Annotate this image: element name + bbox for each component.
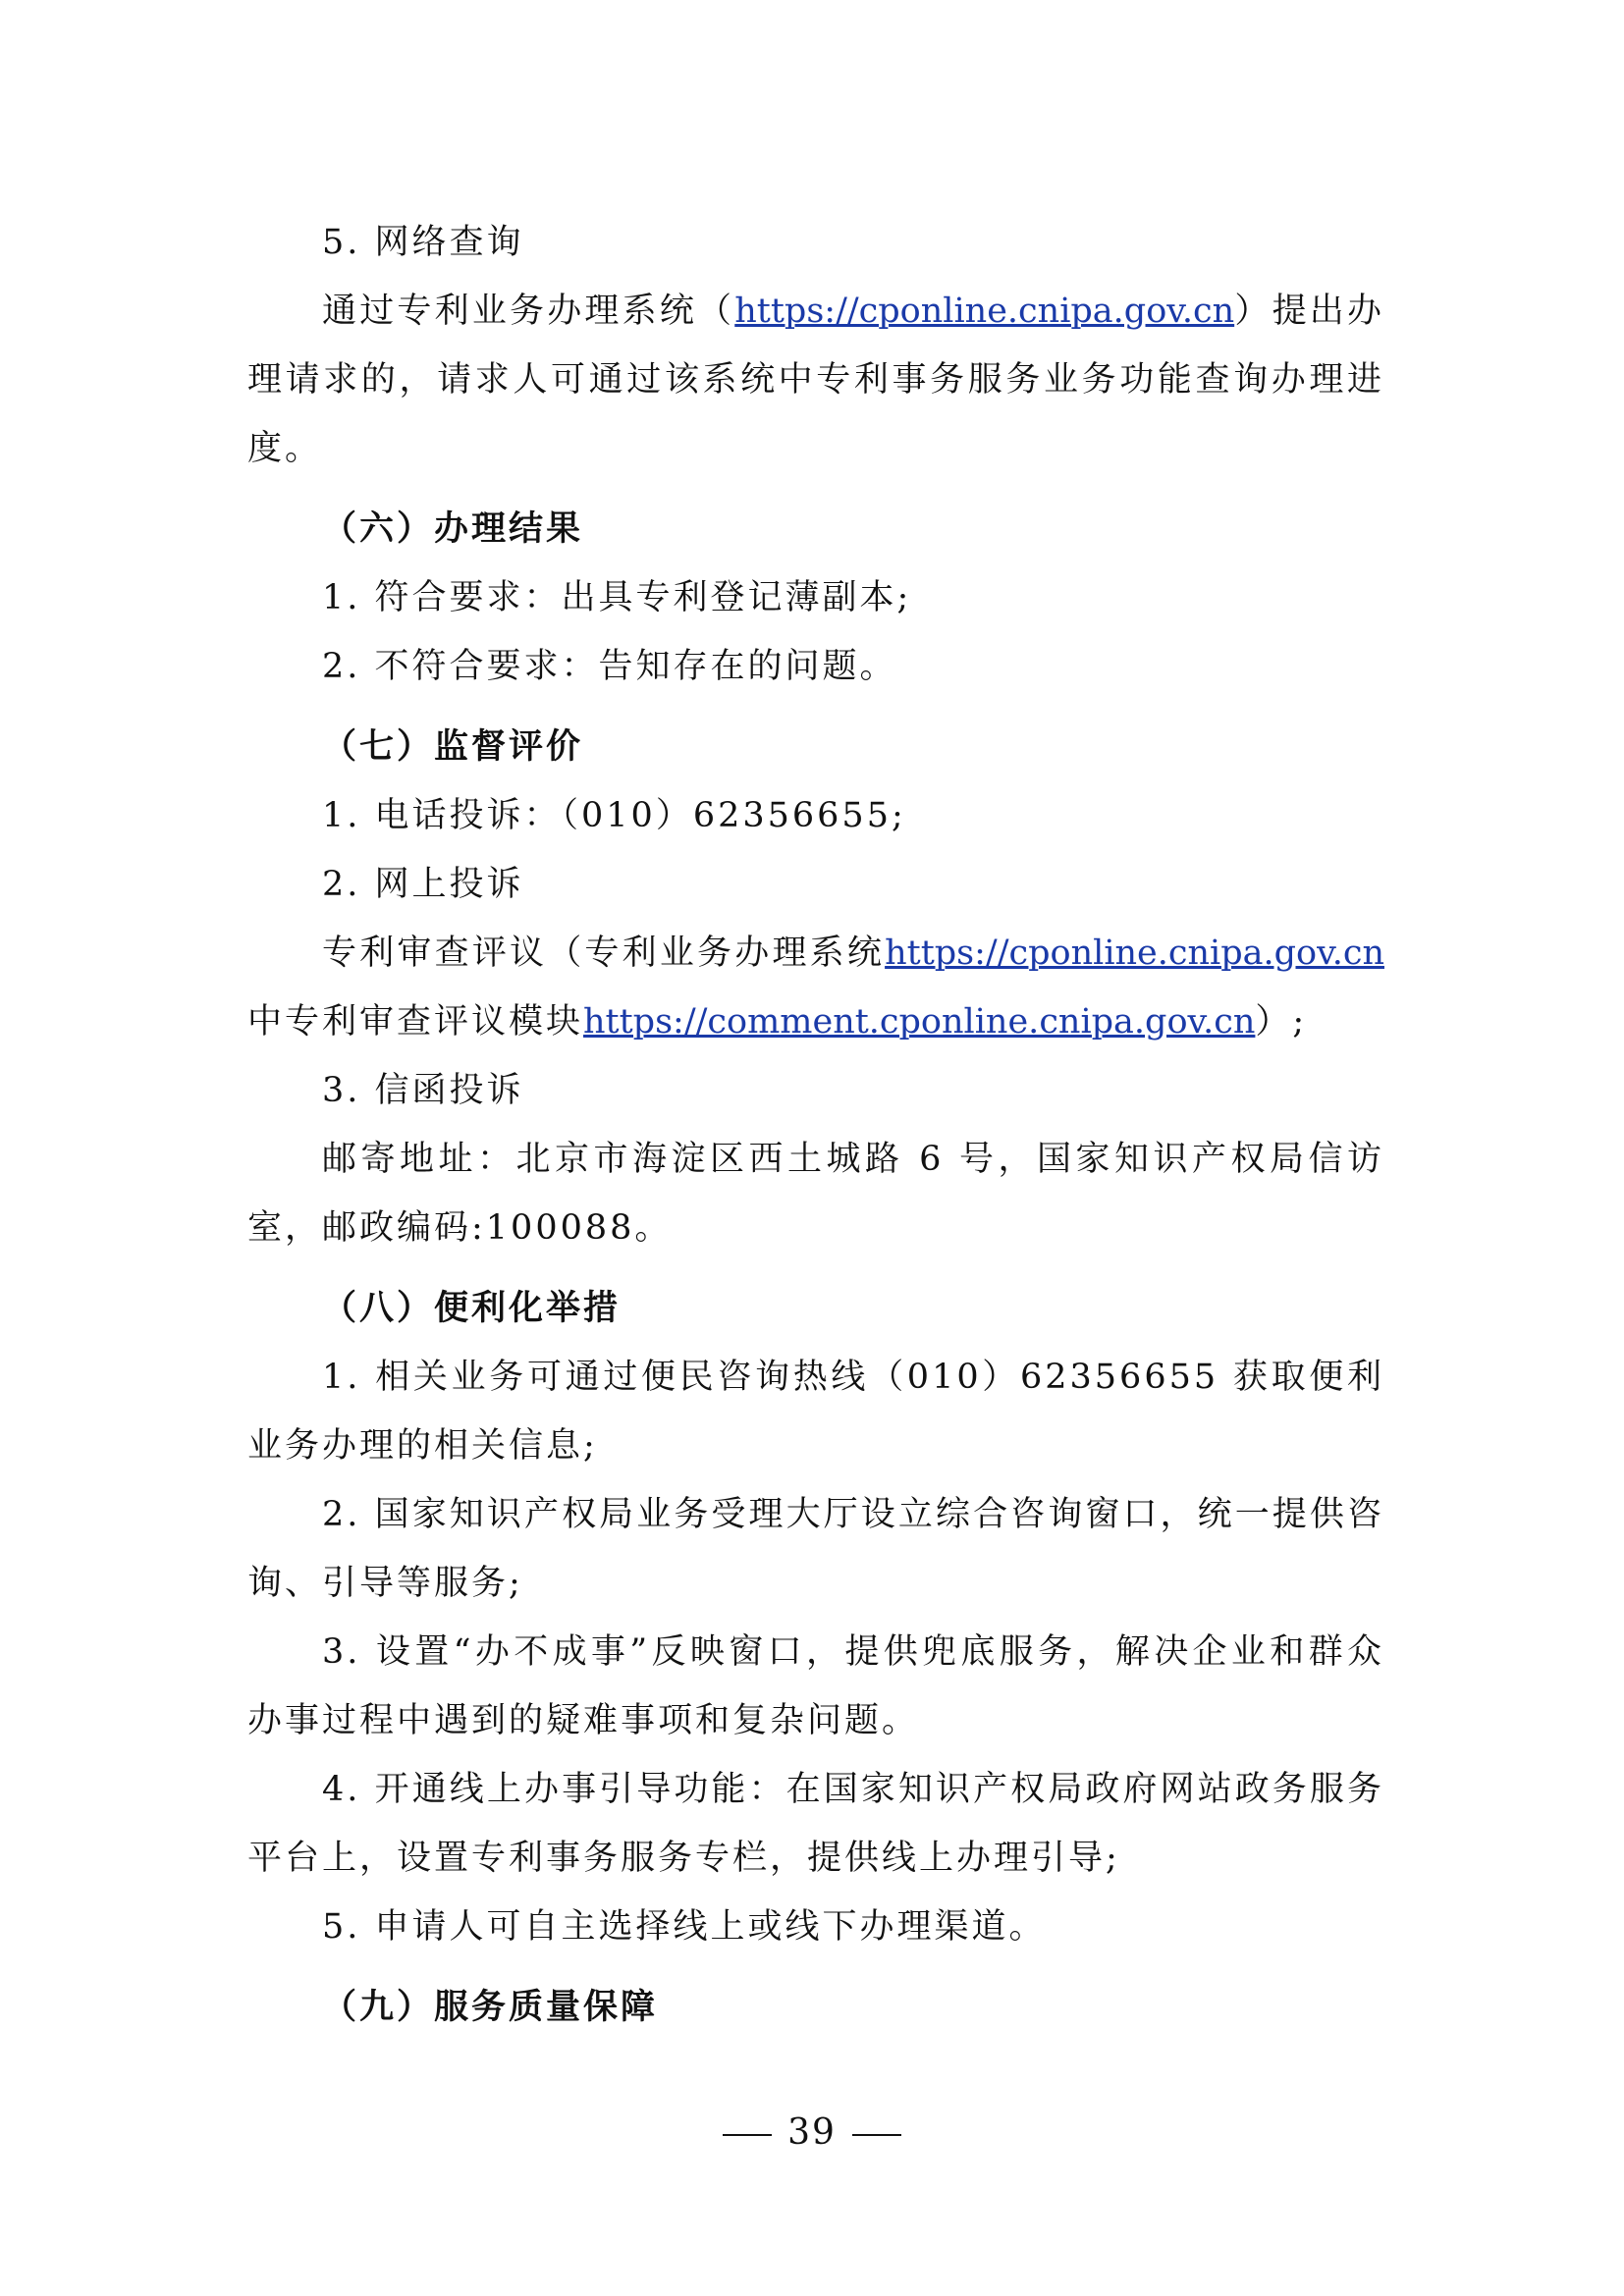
- section-7-heading: （七）监督评价: [322, 726, 584, 767]
- section-7-item-2-body: [247, 919, 1384, 1056]
- footer-dash-right: [852, 2134, 901, 2136]
- section-6-heading: （六）办理结果: [322, 508, 584, 549]
- section-7-text-mid: 中专利审查评议模块: [247, 1002, 584, 1041]
- section-9-heading: （九）服务质量保障: [322, 1987, 659, 2027]
- section-7-item-1: 1. 电话投诉：（010）62356655;: [322, 796, 906, 835]
- section-5-text-pre: 通过专利业务办理系统（: [322, 292, 735, 331]
- cponline-link-2[interactable]: https://cponline.cnipa.gov.cn: [885, 934, 1384, 973]
- section-7-text-pre: 专利审查评议（专利业务办理系统: [322, 934, 886, 973]
- section-5-paragraph: [247, 277, 1384, 483]
- section-8-item-2: 2. 国家知识产权局业务受理大厅设立综合咨询窗口，统一提供咨询、引导等服务;: [247, 1495, 1384, 1603]
- footer-dash-left: [723, 2134, 772, 2136]
- comment-link[interactable]: https://comment.cponline.cnipa.gov.cn: [583, 1002, 1256, 1041]
- section-6-item-1: 1. 符合要求：出具专利登记薄副本;: [322, 578, 912, 617]
- section-7-item-2: 2. 网上投诉: [322, 865, 524, 904]
- section-6-item-2: 2. 不符合要求：告知存在的问题。: [322, 647, 897, 686]
- page-footer: [0, 2112, 1624, 2153]
- section-7-item-3: 3. 信函投诉: [322, 1071, 524, 1110]
- section-8-item-1: 1. 相关业务可通过便民咨询热线（010）62356655 获取便利业务办理的相关信息;: [247, 1358, 1384, 1466]
- section-7-item-3-body: 邮寄地址：北京市海淀区西土城路 6 号，国家知识产权局信访室，邮政编码:100088。: [247, 1140, 1384, 1248]
- section-8-item-3: 3. 设置“办不成事”反映窗口，提供兜底服务，解决企业和群众办事过程中遇到的疑难事项和复杂问题。: [247, 1632, 1384, 1740]
- page-content: [247, 208, 1384, 2042]
- section-8-item-5: 5. 申请人可自主选择线上或线下办理渠道。: [322, 1907, 1047, 1947]
- section-5-text-post: ）提出办理请求的，请求人可通过该系统中专利事务服务业务功能查询办理进度。: [247, 292, 1384, 468]
- section-5-title: 5. 网络查询: [322, 223, 524, 262]
- section-7-text-post: ）;: [1255, 1002, 1308, 1041]
- section-8-heading: （八）便利化举措: [322, 1288, 622, 1328]
- page-number: 39: [787, 2112, 837, 2153]
- cponline-link[interactable]: https://cponline.cnipa.gov.cn: [734, 292, 1235, 331]
- section-8-item-4: 4. 开通线上办事引导功能：在国家知识产权局政府网站政务服务平台上，设置专利事务服务专栏，提供线上办理引导;: [247, 1770, 1384, 1878]
